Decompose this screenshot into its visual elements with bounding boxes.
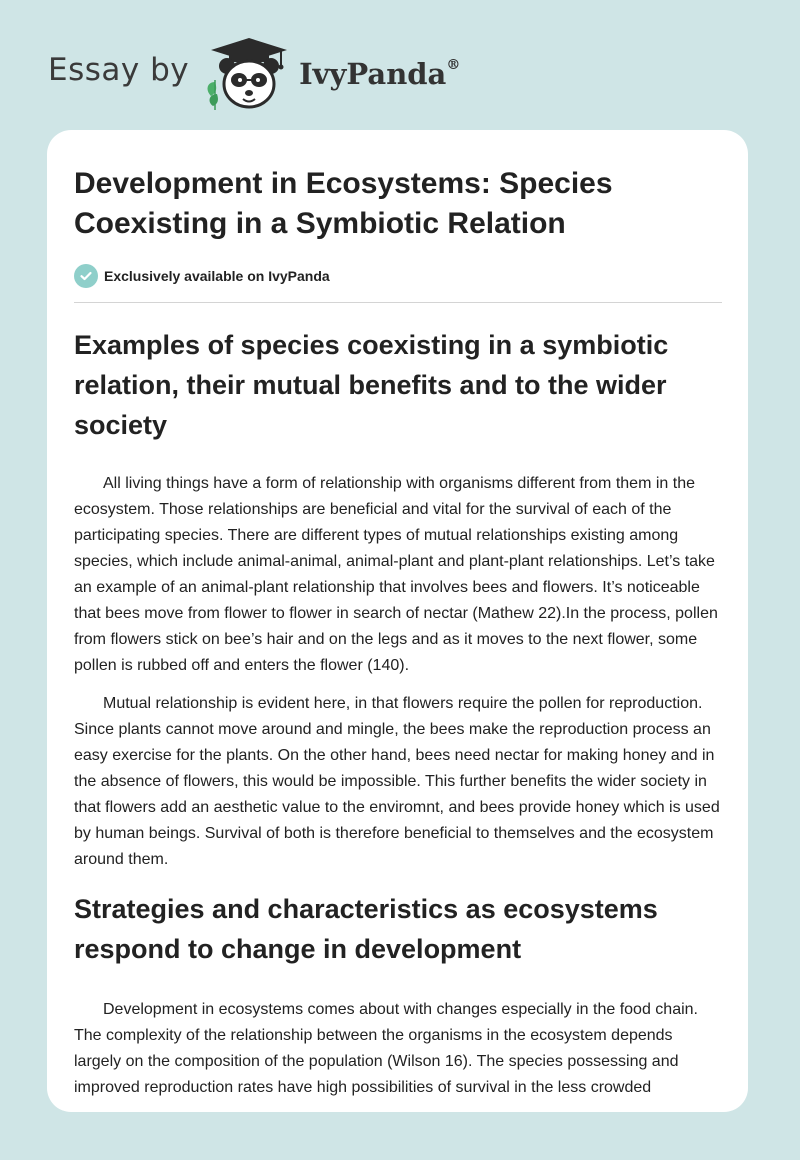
section-symbiotic-examples xyxy=(74,325,722,873)
section-heading: Strategies and characteristics as ecosystems respond to change in development xyxy=(74,894,658,964)
exclusive-label: Exclusively available on IvyPanda xyxy=(104,268,330,284)
section-heading: Examples of species coexisting in a symbiotic relation, their mutual benefits and to the wider society xyxy=(74,330,669,440)
article-card xyxy=(47,130,748,1112)
brand-name[interactable]: IvyPanda® xyxy=(299,57,461,91)
panda-graduate-logo[interactable] xyxy=(203,36,295,112)
exclusive-badge xyxy=(74,264,722,303)
paragraph: Development in ecosystems comes about with changes especially in the food chain. The complexity of the relationship between the organisms in the ecosystem depends largely on the composition of the population (Wilson 16). The species possessing and improved reproduction rates have high possibilities of survival in the less crowded xyxy=(74,1001,698,1096)
essay-by-label: Essay by xyxy=(48,52,190,88)
article-title: Development in Ecosystems: Species Coexisting in a Symbiotic Relation xyxy=(74,167,613,240)
paragraph: Mutual relationship is evident here, in that flowers require the pollen for reproduction. Since plants cannot move around and mingle, the bees make the reproduction process an easy exercise for the plants. On the other hand, bees need nectar for making honey and in the absence of flowers, this would be impossible. This further benefits the wider society in that flowers add an aesthetic value to the enviromnt, and bees provide honey which is used by human beings. Survival of both is therefore beneficial to themselves and the ecosystem around them. xyxy=(74,695,720,868)
check-circle-icon xyxy=(74,264,98,288)
registered-mark: ® xyxy=(446,57,461,74)
paragraph: All living things have a form of relationship with organisms different from them in the ecosystem. Those relationships are beneficial and vital for the survival of each of the participating species. There are different types of mutual relationships existing among species, which include animal-animal, animal-plant and plant-plant relationships. Let’s take an example of an animal-plant relationship that involves bees and flowers. It’s noticeable that bees move from flower to flower in search of nectar (Mathew 22).In the process, pollen from flowers stick on bee’s hair and on the legs and as it moves to the next flower, some pollen is rubbed off and enters the flower (140). xyxy=(74,475,718,674)
site-header xyxy=(48,36,460,116)
section-ecosystem-strategies xyxy=(74,889,722,1101)
